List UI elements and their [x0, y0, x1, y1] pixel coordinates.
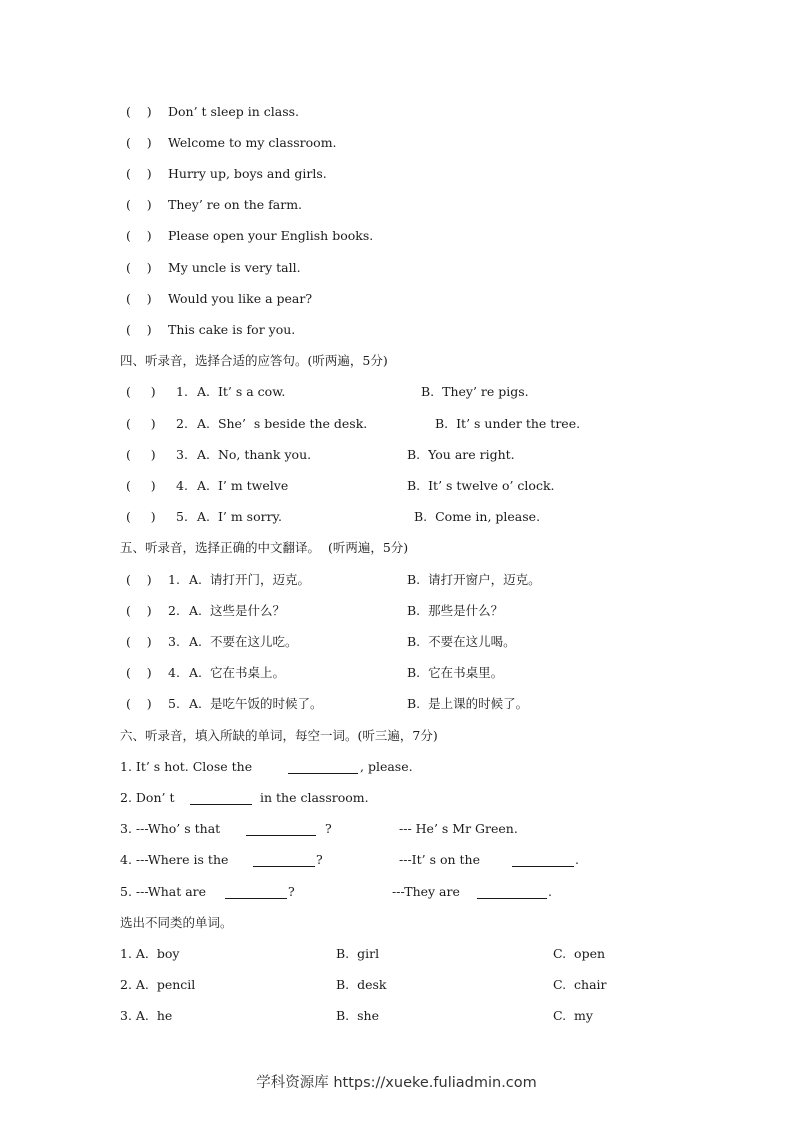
option-a: A. I’ m twelve	[197, 478, 289, 493]
item-number: 2.	[168, 603, 180, 618]
option-a: A. 不要在这儿吃。	[189, 634, 298, 649]
sentence-item: Welcome to my classroom.	[168, 135, 337, 150]
word-option-a: 3. A. he	[120, 1008, 173, 1023]
answer-paren[interactable]: ( )	[126, 322, 152, 337]
item-number: 5.	[176, 509, 188, 524]
option-a: A. 请打开门，迈克。	[189, 572, 310, 587]
word-option-c: C. open	[553, 946, 606, 961]
option-b: B. 不要在这儿喝。	[407, 634, 516, 649]
fill-sentence: , please.	[360, 759, 413, 774]
fill-sentence: .	[548, 884, 552, 899]
fill-blank[interactable]	[225, 898, 287, 899]
item-number: 1.	[168, 572, 180, 587]
option-b: B. They’ re pigs.	[421, 384, 529, 399]
option-b: B. 它在书桌里。	[407, 665, 504, 680]
fill-sentence: in the classroom.	[260, 790, 369, 805]
word-option-b: B. girl	[336, 946, 380, 961]
option-a: A. 是吃午饭的时候了。	[189, 696, 323, 711]
sentence-item: Please open your English books.	[168, 228, 374, 243]
item-number: 4.	[176, 478, 188, 493]
word-option-b: B. she	[336, 1008, 379, 1023]
fill-blank[interactable]	[190, 804, 252, 805]
fill-sentence: ?	[316, 852, 323, 867]
option-a: A. She’ s beside the desk.	[197, 416, 368, 431]
sentence-item: Hurry up, boys and girls.	[168, 166, 327, 181]
fill-sentence: 2. Don’ t	[120, 790, 175, 805]
answer-paren[interactable]: ( )	[126, 634, 152, 649]
answer-paren[interactable]: ( )	[126, 696, 152, 711]
fill-blank[interactable]	[288, 773, 358, 774]
item-number: 3.	[168, 634, 180, 649]
option-a: A. It’ s a cow.	[197, 384, 286, 399]
section-heading: 选出不同类的单词。	[120, 915, 233, 930]
sentence-item: Would you like a pear?	[168, 291, 313, 306]
item-number: 2.	[176, 416, 188, 431]
answer-paren[interactable]: ( )	[126, 572, 152, 587]
option-b: B. It’ s twelve o’ clock.	[407, 478, 555, 493]
answer-paren[interactable]: ( )	[126, 166, 152, 181]
word-option-a: 2. A. pencil	[120, 977, 196, 992]
option-b: B. You are right.	[407, 447, 515, 462]
option-a: A. 这些是什么？	[189, 603, 285, 618]
answer-paren[interactable]: ( )	[126, 447, 156, 462]
fill-sentence: ---It’ s on the	[399, 852, 480, 867]
section-heading: 五、听录音，选择正确的中文翻译。 (听两遍，5分)	[120, 540, 409, 555]
item-number: 1.	[176, 384, 188, 399]
fill-sentence: 1. It’ s hot. Close the	[120, 759, 253, 774]
option-b: B. 那些是什么？	[407, 603, 504, 618]
fill-sentence: ?	[288, 884, 295, 899]
sentence-item: My uncle is very tall.	[168, 260, 301, 275]
answer-paren[interactable]: ( )	[126, 509, 156, 524]
fill-blank[interactable]	[477, 898, 547, 899]
fill-blank[interactable]	[512, 866, 574, 867]
option-b: B. 请打开窗户，迈克。	[407, 572, 541, 587]
option-b: B. 是上课的时候了。	[407, 696, 529, 711]
answer-paren[interactable]: ( )	[126, 665, 152, 680]
answer-paren[interactable]: ( )	[126, 260, 152, 275]
answer-paren[interactable]: ( )	[126, 603, 152, 618]
item-number: 4.	[168, 665, 180, 680]
answer-paren[interactable]: ( )	[126, 478, 156, 493]
item-number: 5.	[168, 696, 180, 711]
option-a: A. 它在书桌上。	[189, 665, 285, 680]
footer-watermark: 学科资源库 https://xueke.fuliadmin.com	[256, 1075, 537, 1091]
sentence-item: Don’ t sleep in class.	[168, 104, 299, 119]
item-number: 3.	[176, 447, 188, 462]
word-option-c: C. my	[553, 1008, 593, 1023]
fill-blank[interactable]	[253, 866, 315, 867]
answer-paren[interactable]: ( )	[126, 135, 152, 150]
answer-paren[interactable]: ( )	[126, 197, 152, 212]
option-a: A. I’ m sorry.	[197, 509, 282, 524]
sentence-item: This cake is for you.	[168, 322, 296, 337]
fill-blank[interactable]	[246, 835, 316, 836]
sentence-item: They’ re on the farm.	[168, 197, 303, 212]
fill-sentence: --- He’ s Mr Green.	[399, 821, 518, 836]
word-option-c: C. chair	[553, 977, 607, 992]
answer-paren[interactable]: ( )	[126, 291, 152, 306]
answer-paren[interactable]: ( )	[126, 228, 152, 243]
fill-sentence: 4. ---Where is the	[120, 852, 229, 867]
word-option-a: 1. A. boy	[120, 946, 180, 961]
fill-sentence: ---They are	[392, 884, 460, 899]
option-a: A. No, thank you.	[197, 447, 312, 462]
answer-paren[interactable]: ( )	[126, 416, 156, 431]
option-b: B. Come in, please.	[414, 509, 541, 524]
fill-sentence: .	[575, 852, 579, 867]
section-heading: 六、听录音，填入所缺的单词，每空一词。(听三遍，7分)	[120, 728, 438, 743]
option-b: B. It’ s under the tree.	[435, 416, 581, 431]
fill-sentence: ?	[325, 821, 332, 836]
fill-sentence: 5. ---What are	[120, 884, 207, 899]
answer-paren[interactable]: ( )	[126, 384, 156, 399]
answer-paren[interactable]: ( )	[126, 104, 152, 119]
fill-sentence: 3. ---Who’ s that	[120, 821, 221, 836]
section-heading: 四、听录音，选择合适的应答句。(听两遍，5分)	[120, 353, 388, 368]
word-option-b: B. desk	[336, 977, 387, 992]
